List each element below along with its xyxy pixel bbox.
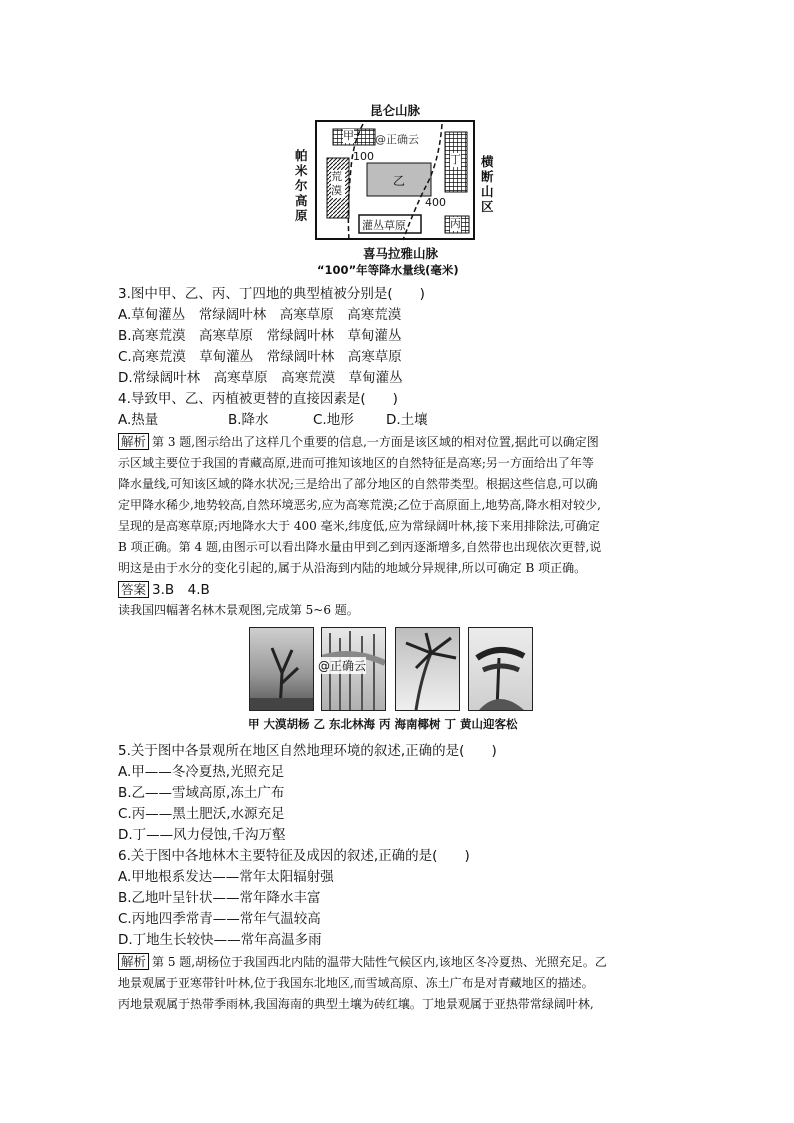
- region-guancong-label: 灌丛草原: [362, 219, 406, 232]
- question-5-option-d: D.丁——风力侵蚀,千沟万壑: [118, 827, 286, 843]
- question-3-option-d: D.常绿阔叶林 高寒草原 高寒荒漠 草甸灌丛: [118, 370, 403, 386]
- question-4-option-d: D.土壤: [386, 412, 428, 428]
- explanation-line: 第 3 题,图示给出了这样几个重要的信息,一方面是该区域的相对位置,据此可以确定图: [152, 435, 599, 449]
- answer-3-4: [118, 579, 210, 601]
- question-4-option-a: A.热量: [118, 412, 159, 428]
- question-5-option-c: C.丙——黑土肥沃,水源充足: [118, 806, 285, 822]
- explanation-tag: 解析: [118, 953, 149, 970]
- map-figure: [285, 98, 505, 283]
- explanation-line: 丙地景观属于热带季雨林,我国海南的典型土壤为砖红壤。丁地景观属于亚热带常绿阔叶林,: [118, 997, 594, 1011]
- explanation-line: 地景观属于亚寒带针叶林,位于我国东北地区,而雪域高原、冻土广布是对青藏地区的描述。: [118, 976, 594, 990]
- explanation-5-6: [118, 951, 678, 1015]
- explanation-line: 呈现的是高寒草原;丙地降水大于 400 毫米,纬度低,应为常绿阔叶林,接下来用排除法,可确定: [118, 519, 600, 533]
- question-3-option-c: C.高寒荒漠 草甸灌丛 常绿阔叶林 高寒草原: [118, 349, 402, 365]
- iso-400-label: 400: [425, 196, 446, 209]
- answer-tag: 答案: [118, 581, 149, 598]
- photo-ding-pine: [468, 627, 533, 711]
- question-3-stem: 3.图中甲、乙、丙、丁四地的典型植被分别是( ): [118, 286, 425, 302]
- question-6-option-d: D.丁地生长较快——常年高温多雨: [118, 932, 322, 948]
- explanation-tag: 解析: [118, 433, 149, 450]
- map-top-label: 昆仑山脉: [370, 103, 421, 118]
- intro-5-6: 读我国四幅著名林木景观图,完成第 5~6 题。: [118, 603, 359, 617]
- region-jia-block: [333, 129, 375, 145]
- region-huangmo-label: 荒漠: [331, 170, 345, 198]
- photo-jia-populus: [249, 627, 314, 711]
- question-6-stem: 6.关于图中各地林木主要特征及成因的叙述,正确的是( ): [118, 848, 470, 864]
- question-4-option-c: C.地形: [313, 412, 354, 428]
- explanation-line: 第 5 题,胡杨位于我国西北内陆的温带大陆性气候区内,该地区冬冷夏热、光照充足。乙: [152, 955, 607, 969]
- map-left-label: 帕米尔高原: [295, 148, 308, 223]
- region-ding-label: 丁: [450, 153, 461, 166]
- question-6-option-b: B.乙地叶呈针状——常年降水丰富: [118, 890, 321, 906]
- explanation-line: 定甲降水稀少,地势较高,自然环境恶劣,应为高寒荒漠;乙位于高原面上,地势高,降水相对较少,: [118, 498, 601, 512]
- region-bing-label: 丙: [450, 217, 461, 230]
- question-6-option-c: C.丙地四季常青——常年气温较高: [118, 911, 321, 927]
- question-3-option-a: A.草甸灌丛 常绿阔叶林 高寒草原 高寒荒漠: [118, 307, 402, 323]
- question-4-stem: 4.导致甲、乙、丙植被更替的直接因素是( ): [118, 391, 398, 407]
- explanation-line: 示区域主要位于我国的青藏高原,进而可推知该地区的自然特征是高寒;另一方面给出了年等: [118, 456, 594, 470]
- question-3-option-b: B.高寒荒漠 高寒草原 常绿阔叶林 草甸灌丛: [118, 328, 402, 344]
- photo-watermark: @正确云: [318, 659, 367, 673]
- explanation-line: 明这是由于水分的变化引起的,属于从沿海到内陆的地域分异规律,所以可确定 B 项正确。: [118, 561, 587, 575]
- question-4-option-b: B.降水: [228, 412, 269, 428]
- question-5-stem: 5.关于图中各景观所在地区自然地理环境的叙述,正确的是( ): [118, 743, 497, 759]
- question-6-option-a: A.甲地根系发达——常年太阳辐射强: [118, 869, 334, 885]
- photo-bing-palm: [395, 627, 460, 711]
- photos-caption: 甲 大漠胡杨 乙 东北林海 丙 海南椰树 丁 黄山迎客松: [248, 717, 518, 731]
- map-bottom-label: 喜马拉雅山脉: [363, 246, 439, 261]
- iso-100-label: 100: [353, 150, 374, 163]
- question-5-option-a: A.甲——冬冷夏热,光照充足: [118, 764, 285, 780]
- region-yi-label: 乙: [393, 174, 406, 188]
- answer-text: 3.B 4.B: [152, 582, 210, 598]
- explanation-3-4: [118, 431, 678, 579]
- map-legend-line: “100”年等降水量线(毫米): [317, 263, 459, 277]
- region-jia-label: 甲: [343, 129, 354, 142]
- map-watermark: @正确云: [375, 133, 419, 146]
- map-right-label: 横断山区: [481, 154, 494, 214]
- explanation-line: 降水量线,可知该区域的降水状况;三是给出了部分地区的自然带类型。根据这些信息,可以确: [118, 477, 598, 491]
- explanation-line: B 项正确。第 4 题,由图示可以看出降水量由甲到乙到丙逐渐增多,自然带也出现依次更替,说: [118, 540, 602, 554]
- question-5-option-b: B.乙——雪域高原,冻土广布: [118, 785, 285, 801]
